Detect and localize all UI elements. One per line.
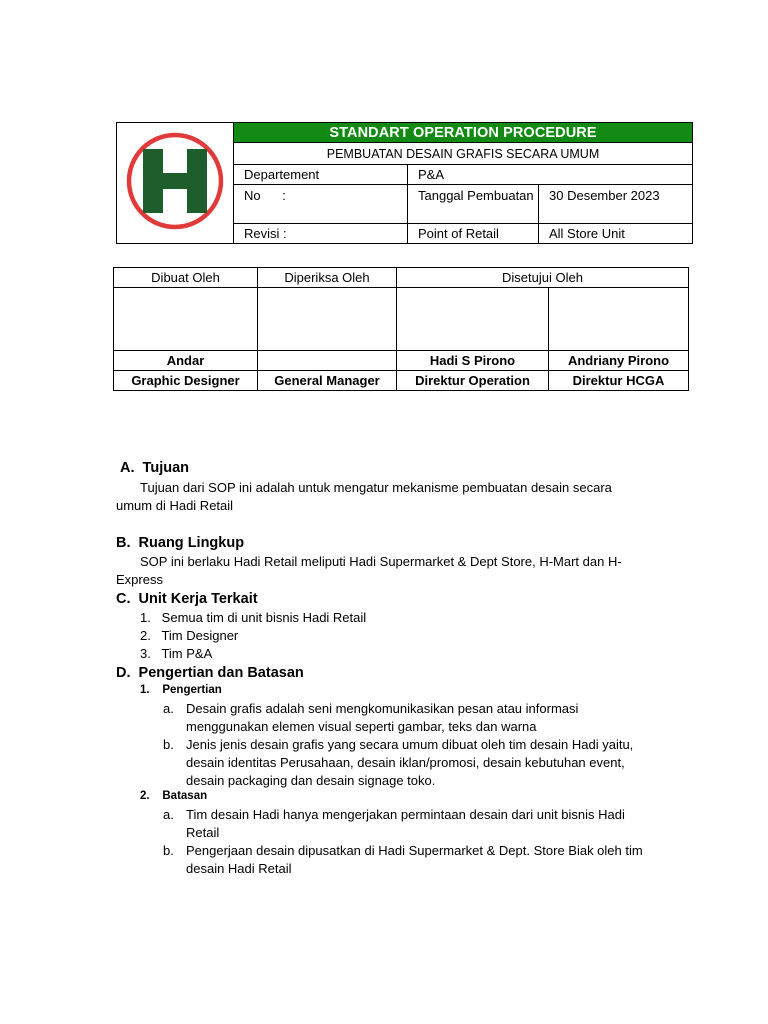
list-item-line: Pengerjaan desain dipusatkan di Hadi Supermarket & Dept. Store Biak oleh tim xyxy=(186,843,643,858)
signer-name xyxy=(258,351,397,371)
list-item-line: menggunakan elemen visual seperti gambar, teks dan warna xyxy=(186,719,537,734)
signature-box xyxy=(549,288,689,351)
departement-value: P&A xyxy=(408,165,693,185)
section-d-sub1: 1. Pengertian xyxy=(140,684,222,696)
signature-box xyxy=(114,288,258,351)
logo-cell xyxy=(117,123,234,244)
signer-name: Hadi S Pirono xyxy=(397,351,549,371)
section-b-line: Express xyxy=(116,572,163,587)
tanggal-value: 30 Desember 2023 xyxy=(539,185,693,223)
list-marker: a. xyxy=(163,807,174,822)
list-item-line: desain identitas Perusahaan, desain iklan/promosi, desain kebutuhan event, xyxy=(186,755,625,770)
list-item-line: Tim desain Hadi hanya mengerjakan permintaan desain dari unit bisnis Hadi xyxy=(186,807,625,822)
section-a-title: A. Tujuan xyxy=(120,460,190,476)
revisi-label: Revisi : xyxy=(234,223,408,243)
list-marker: b. xyxy=(163,737,174,752)
departement-label: Departement xyxy=(234,165,408,185)
signer-role: Direktur HCGA xyxy=(549,371,689,391)
section-c-title: C. Unit Kerja Terkait xyxy=(116,591,258,607)
sop-header-table xyxy=(116,122,693,244)
diperiksa-oleh-header: Diperiksa Oleh xyxy=(258,268,397,288)
section-a-line: Tujuan dari SOP ini adalah untuk mengatur mekanisme pembuatan desain secara xyxy=(140,480,612,495)
no-label: No : xyxy=(234,185,408,223)
section-c-item: 1. Semua tim di unit bisnis Hadi Retail xyxy=(140,610,367,625)
section-a-line: umum di Hadi Retail xyxy=(116,498,234,513)
point-value: All Store Unit xyxy=(539,223,693,243)
disetujui-oleh-header: Disetujui Oleh xyxy=(397,268,689,288)
point-label: Point of Retail xyxy=(408,223,539,243)
signature-table xyxy=(113,267,689,391)
section-c-item: 3. Tim P&A xyxy=(140,646,213,661)
section-c-item: 2. Tim Designer xyxy=(140,628,239,643)
list-marker: a. xyxy=(163,701,174,716)
list-item-line: Desain grafis adalah seni mengkomunikasikan pesan atau informasi xyxy=(186,701,579,716)
list-item-line: desain Hadi Retail xyxy=(186,861,292,876)
sop-subtitle: PEMBUATAN DESAIN GRAFIS SECARA UMUM xyxy=(234,143,693,165)
hadi-logo xyxy=(125,131,225,231)
signer-name: Andar xyxy=(114,351,258,371)
signer-name: Andriany Pirono xyxy=(549,351,689,371)
signature-box xyxy=(397,288,549,351)
signature-box xyxy=(258,288,397,351)
section-d-title: D. Pengertian dan Batasan xyxy=(116,665,304,681)
section-b-line: SOP ini berlaku Hadi Retail meliputi Hadi Supermarket & Dept Store, H-Mart dan H- xyxy=(140,554,622,569)
list-item-line: Jenis jenis desain grafis yang secara umum dibuat oleh tim desain Hadi yaitu, xyxy=(186,737,634,752)
section-d-sub2: 2. Batasan xyxy=(140,790,208,802)
dibuat-oleh-header: Dibuat Oleh xyxy=(114,268,258,288)
list-marker: b. xyxy=(163,843,174,858)
sop-title: STANDART OPERATION PROCEDURE xyxy=(234,123,693,143)
tanggal-label: Tanggal Pembuatan xyxy=(408,185,539,223)
signer-role: Graphic Designer xyxy=(114,371,258,391)
list-item-line: Retail xyxy=(186,825,220,840)
signer-role: General Manager xyxy=(258,371,397,391)
list-item-line: desain packaging dan desain signage toko. xyxy=(186,773,436,788)
section-b-title: B. Ruang Lingkup xyxy=(116,535,245,551)
signer-role: Direktur Operation xyxy=(397,371,549,391)
